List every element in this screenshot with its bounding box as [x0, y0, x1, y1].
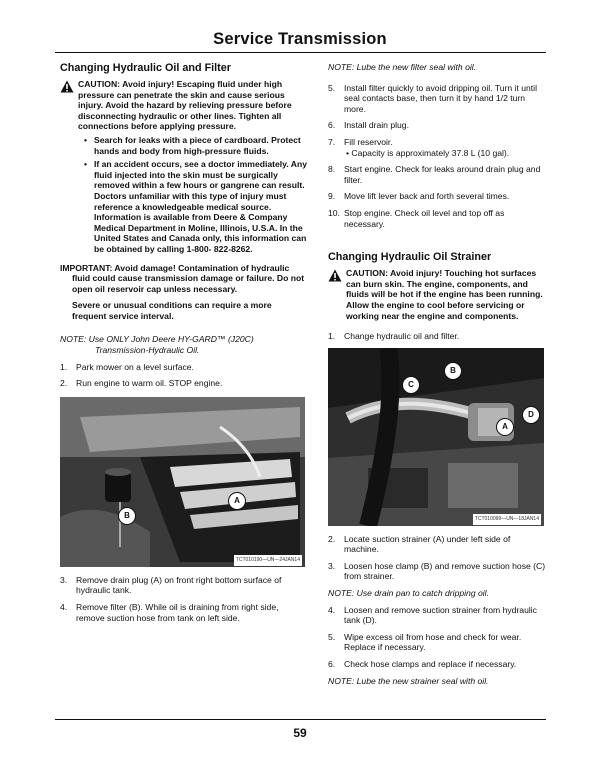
- figure-strainer-image: [328, 348, 544, 526]
- step-item: [328, 208, 546, 229]
- step-number: 9.: [328, 191, 336, 202]
- callout-a: A: [228, 492, 246, 510]
- bullet-item: • Search for leaks with a piece of cardboard. Protect hands and body from high-pressure fluids.: [84, 135, 308, 156]
- step-item: [60, 378, 308, 389]
- step-text: Stop engine. Check oil level and top off as necessary.: [344, 207, 505, 229]
- right-column: [328, 62, 546, 692]
- caution-block: [328, 268, 546, 321]
- step-text: Locate suction strainer (A) under left side of machine.: [344, 533, 511, 555]
- callout-c: C: [402, 376, 420, 394]
- step-item: [328, 120, 546, 131]
- steps-list: [60, 362, 308, 389]
- step-item: [60, 602, 308, 623]
- caution-bullets: [84, 135, 308, 255]
- step-text: Change hydraulic oil and filter.: [344, 331, 460, 342]
- figure-caption: TCT010190—UN—24JAN14: [234, 555, 302, 566]
- note-hygard: NOTE: Use ONLY John Deere HY-GARD™ (J20C) Transmission-Hydraulic Oil.: [60, 334, 254, 356]
- callout-a: A: [496, 418, 514, 436]
- step-item: [328, 632, 546, 653]
- step-text: Run engine to warm oil. STOP engine.: [76, 378, 223, 389]
- step-item: [328, 534, 546, 555]
- steps-list: [328, 534, 546, 582]
- step-number: 1.: [60, 361, 68, 372]
- important-text: IMPORTANT: Avoid damage! Contamination of hydraulic fluid could cause transmission damage or failure. Do not open oil reservoir cap unless necessary.: [60, 262, 305, 294]
- warning-icon: [328, 269, 342, 282]
- step-number: 1.: [328, 331, 336, 342]
- caution-text: CAUTION: Avoid injury! Touching hot surfaces can burn skin. The engine, components, and fluids will be hot if the engine has been running. Allow the engine to cool before servicing or working near the engine and components.: [346, 268, 543, 321]
- note-filter-seal: NOTE: Lube the new filter seal with oil.: [328, 62, 477, 72]
- caution-block: [60, 79, 308, 132]
- step-number: 4.: [328, 604, 336, 615]
- step-number: 8.: [328, 164, 336, 175]
- caution-text: CAUTION: Avoid injury! Escaping fluid under high pressure can penetrate the skin and cause serious injury. Avoid the hazard by relieving pressure before disconnecting hydraulic or other lines. Tighten all connections before applying pressure.: [78, 79, 292, 132]
- step-text: Loosen hose clamp (B) and remove suction hose (C) from strainer.: [344, 560, 546, 582]
- step-number: 7.: [328, 136, 336, 147]
- note-drain-pan: NOTE: Use drain pan to catch dripping oil.: [328, 588, 489, 599]
- step-text: Check hose clamps and replace if necessary.: [344, 659, 517, 670]
- footer-rule: [55, 719, 546, 720]
- callout-b: B: [444, 362, 462, 380]
- step-text: Remove drain plug (A) on front right bottom surface of hydraulic tank.: [76, 574, 282, 596]
- callout-b: B: [118, 507, 136, 525]
- step-text: Wipe excess oil from hose and check for wear. Replace if necessary.: [344, 631, 522, 653]
- page-title: Service Transmission: [213, 30, 387, 48]
- important-block: [60, 263, 308, 322]
- step-item: [328, 83, 546, 115]
- steps-list: [328, 83, 546, 230]
- page-number: 59: [293, 726, 307, 740]
- step-item: [328, 561, 546, 582]
- step-item: [328, 137, 546, 158]
- step-number: 5.: [328, 631, 336, 642]
- left-column: [60, 62, 308, 629]
- note-strainer-seal: NOTE: Lube the new strainer seal with oil.: [328, 675, 489, 686]
- step-text: Install filter quickly to avoid dripping oil. Turn it until seal contacts base, then turn it by hand 1/2 turn more.: [344, 82, 537, 114]
- step-item: [328, 659, 546, 670]
- step-text: Install drain plug.: [344, 120, 409, 131]
- step-text: Move lift lever back and forth several times.: [344, 191, 510, 202]
- figure-caption: TCT010099—UN—18JAN14: [473, 514, 541, 525]
- step-text: Fill reservoir.: [344, 136, 393, 147]
- step-item: [328, 331, 546, 342]
- section-heading-strainer: Changing Hydraulic Oil Strainer: [328, 251, 492, 264]
- step-number: 3.: [60, 574, 68, 585]
- step-number: 6.: [328, 659, 336, 670]
- step-text: Loosen and remove suction strainer from hydraulic tank (D).: [344, 604, 537, 626]
- step-number: 3.: [328, 560, 336, 571]
- steps-list: [328, 605, 546, 670]
- callout-d: D: [522, 406, 540, 424]
- steps-list: [328, 331, 546, 342]
- step-number: 10.: [328, 207, 340, 218]
- figure-drain-filter: [60, 397, 305, 567]
- step-number: 5.: [328, 82, 336, 93]
- step-number: 2.: [328, 533, 336, 544]
- step-item: [328, 605, 546, 626]
- step-item: [60, 362, 308, 373]
- step-number: 4.: [60, 602, 68, 613]
- header-rule: [55, 52, 546, 53]
- step-text: Park mower on a level surface.: [76, 361, 194, 372]
- step-text: Start engine. Check for leaks around drain plug and filter.: [344, 164, 541, 185]
- step-number: 2.: [60, 378, 68, 389]
- figure-drain-filter-image: [60, 397, 305, 567]
- important-sub: Severe or unusual conditions can require a more frequent service interval.: [72, 300, 272, 321]
- warning-icon: [60, 80, 74, 93]
- capacity-text: • Capacity is approximately 37.8 L (10 gal).: [346, 147, 510, 158]
- step-number: 6.: [328, 120, 336, 131]
- step-item: [60, 575, 308, 596]
- step-item: [328, 164, 546, 185]
- section-heading-oil-filter: Changing Hydraulic Oil and Filter: [60, 62, 231, 74]
- steps-list: [60, 575, 308, 623]
- step-text: Remove filter (B). While oil is draining from right side, remove suction hose from tank on left side.: [76, 602, 279, 623]
- bullet-item: • If an accident occurs, see a doctor immediately. Any fluid injected into the skin must be surgically removed within a few hours or gangrene can result. Doctors unfamiliar with this type of injury must reference a knowledgeable medical source. Information is available from Deere & Company Medical Department in Moline, Illinois, U.S.A. In the United States and Canada only, this information can be obtained by calling 1-800- 822-8262.: [84, 159, 308, 254]
- step-item: [328, 191, 546, 202]
- figure-strainer: [328, 348, 544, 526]
